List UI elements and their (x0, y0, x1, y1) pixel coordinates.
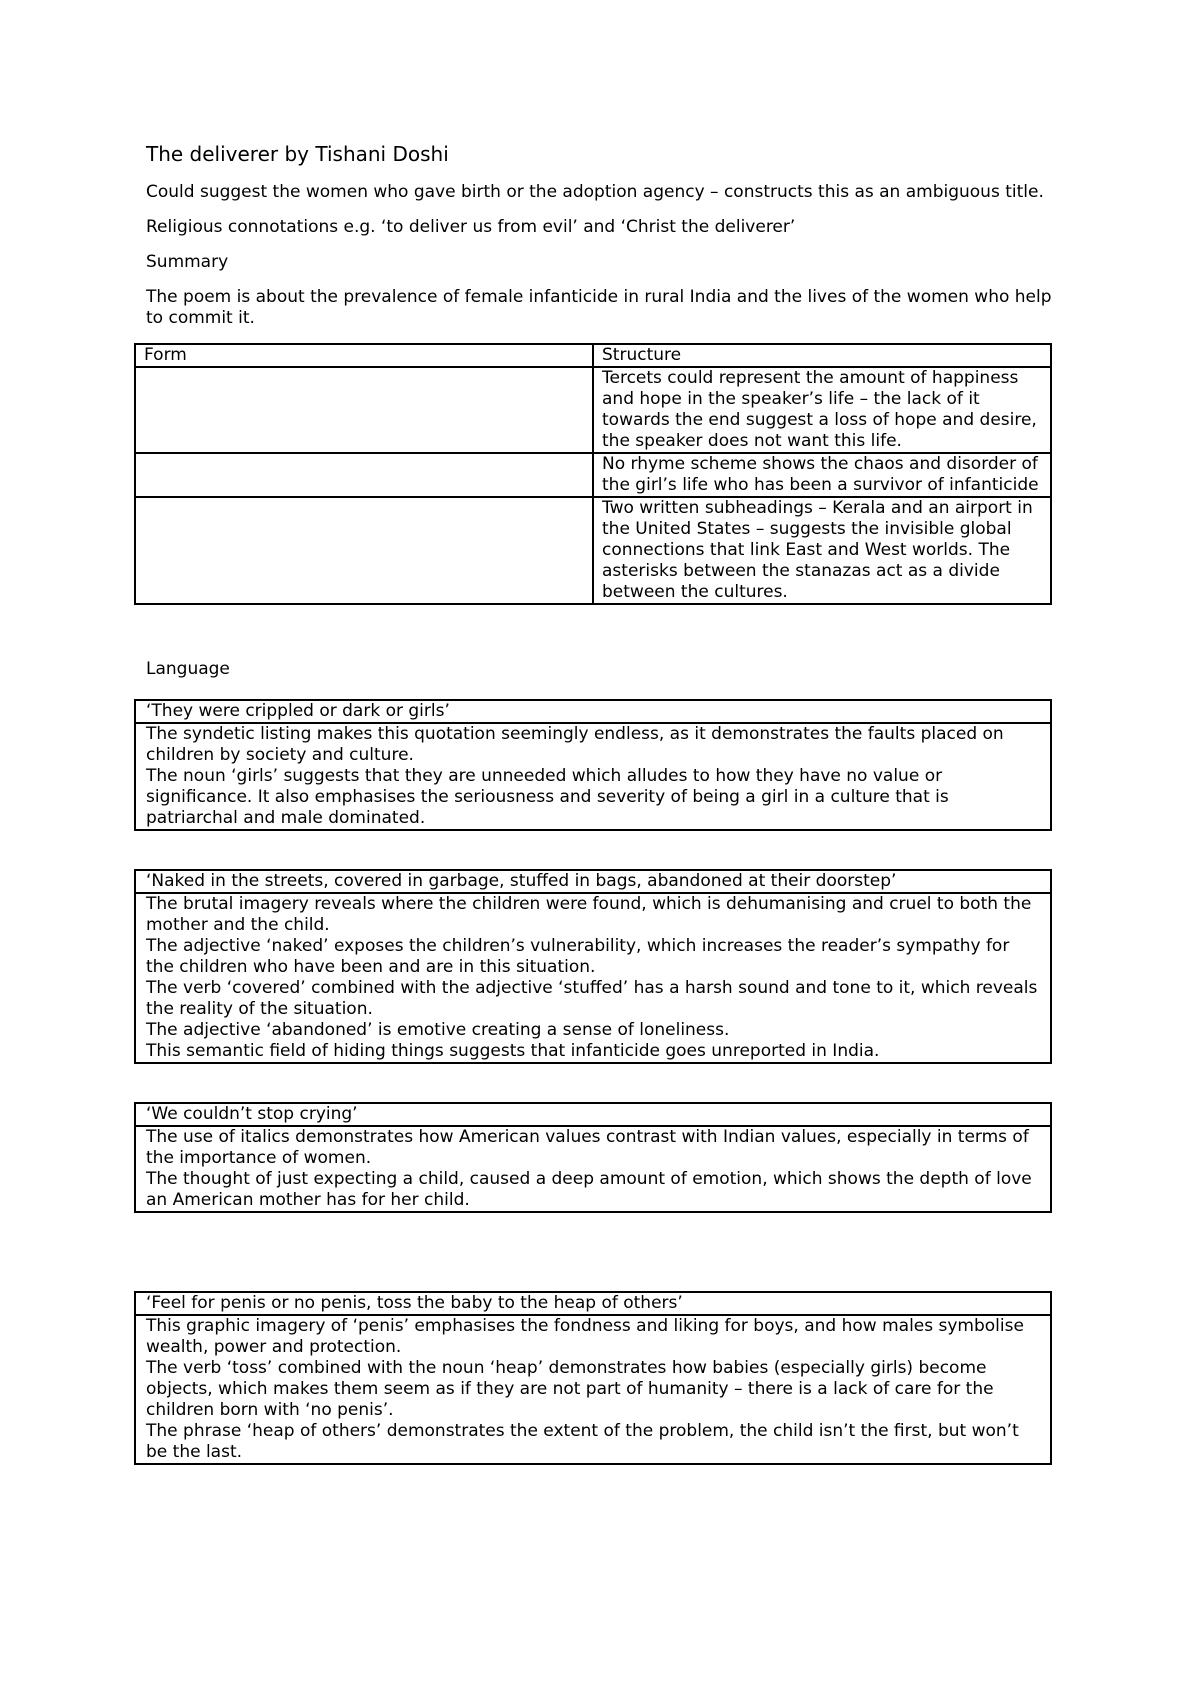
quote-box (134, 1291, 1052, 1465)
form-structure-table (134, 343, 1052, 605)
structure-cell: No rhyme scheme shows the chaos and disorder of the girl’s life who has been a survivor of infanticide (593, 453, 1051, 497)
quote-text: ‘Naked in the streets, covered in garbage, stuffed in bags, abandoned at their doorstep’ (136, 871, 1050, 894)
structure-header-cell: Structure (593, 344, 1051, 367)
analysis-line: The noun ‘girls’ suggests that they are unneeded which alludes to how they have no value or significance. It also emphasises the seriousness and severity of being a girl in a culture that is patriarchal and male dominated. (146, 766, 949, 828)
quote-text: ‘Feel for penis or no penis, toss the baby to the heap of others’ (136, 1293, 1050, 1316)
analysis-line: The syndetic listing makes this quotation seemingly endless, as it demonstrates the faults placed on children by society and culture. (146, 724, 1004, 765)
analysis-line: This graphic imagery of ‘penis’ emphasises the fondness and liking for boys, and how males symbolise wealth, power and protection. (146, 1316, 1024, 1357)
quote-text: ‘We couldn’t stop crying’ (136, 1104, 1050, 1127)
analysis-line: The adjective ‘abandoned’ is emotive creating a sense of loneliness. (146, 1020, 730, 1040)
quote-analysis (136, 724, 1050, 829)
summary-heading: Summary (146, 252, 229, 272)
analysis-line: The phrase ‘heap of others’ demonstrates the extent of the problem, the child isn’t the first, but won’t be the last. (146, 1421, 1019, 1462)
document-page (134, 140, 1054, 1465)
analysis-line: The thought of just expecting a child, caused a deep amount of emotion, which shows the depth of love an American mother has for her child. (146, 1169, 1032, 1210)
table-header-row (135, 344, 1051, 367)
analysis-line: The use of italics demonstrates how American values contrast with Indian values, especially in terms of the importance of women. (146, 1127, 1029, 1168)
quote-text: ‘They were crippled or dark or girls’ (136, 701, 1050, 724)
table-row (135, 497, 1051, 604)
form-header-cell: Form (135, 344, 593, 367)
form-cell (135, 497, 593, 604)
analysis-line: The brutal imagery reveals where the children were found, which is dehumanising and cruel to both the mother and the child. (146, 894, 1032, 935)
intro-paragraph: Could suggest the women who gave birth or the adoption agency – constructs this as an ambiguous title. (146, 182, 1044, 202)
quote-analysis (136, 894, 1050, 1062)
quote-box (134, 699, 1052, 831)
quote-box (134, 1102, 1052, 1213)
structure-cell: Tercets could represent the amount of happiness and hope in the speaker’s life – the lack of it towards the end suggest a loss of hope and desire, the speaker does not want this life. (593, 367, 1051, 453)
analysis-line: The verb ‘covered’ combined with the adjective ‘stuffed’ has a harsh sound and tone to it, which reveals the reality of the situation. (146, 978, 1038, 1019)
document-title: The deliverer by Tishani Doshi (146, 142, 449, 166)
structure-cell: Two written subheadings – Kerala and an airport in the United States – suggests the invisible global connections that link East and West worlds. The asterisks between the stanazas act as a divide between the cultures. (593, 497, 1051, 604)
table-row (135, 367, 1051, 453)
language-heading: Language (146, 659, 230, 679)
intro-paragraph: Religious connotations e.g. ‘to deliver us from evil’ and ‘Christ the deliverer’ (146, 217, 796, 237)
analysis-line: The verb ‘toss’ combined with the noun ‘heap’ demonstrates how babies (especially girls) become objects, which makes them seem as if they are not part of humanity – there is a lack of care for the children born with ‘no penis’. (146, 1358, 994, 1420)
table-row (135, 453, 1051, 497)
summary-paragraph: The poem is about the prevalence of female infanticide in rural India and the lives of the women who help to commit it. (146, 287, 1052, 328)
form-cell (135, 367, 593, 453)
form-cell (135, 453, 593, 497)
quote-analysis (136, 1127, 1050, 1211)
quote-analysis (136, 1316, 1050, 1463)
analysis-line: This semantic field of hiding things suggests that infanticide goes unreported in India. (146, 1041, 880, 1061)
quote-box (134, 869, 1052, 1064)
analysis-line: The adjective ‘naked’ exposes the children’s vulnerability, which increases the reader’s sympathy for the children who have been and are in this situation. (146, 936, 1010, 977)
